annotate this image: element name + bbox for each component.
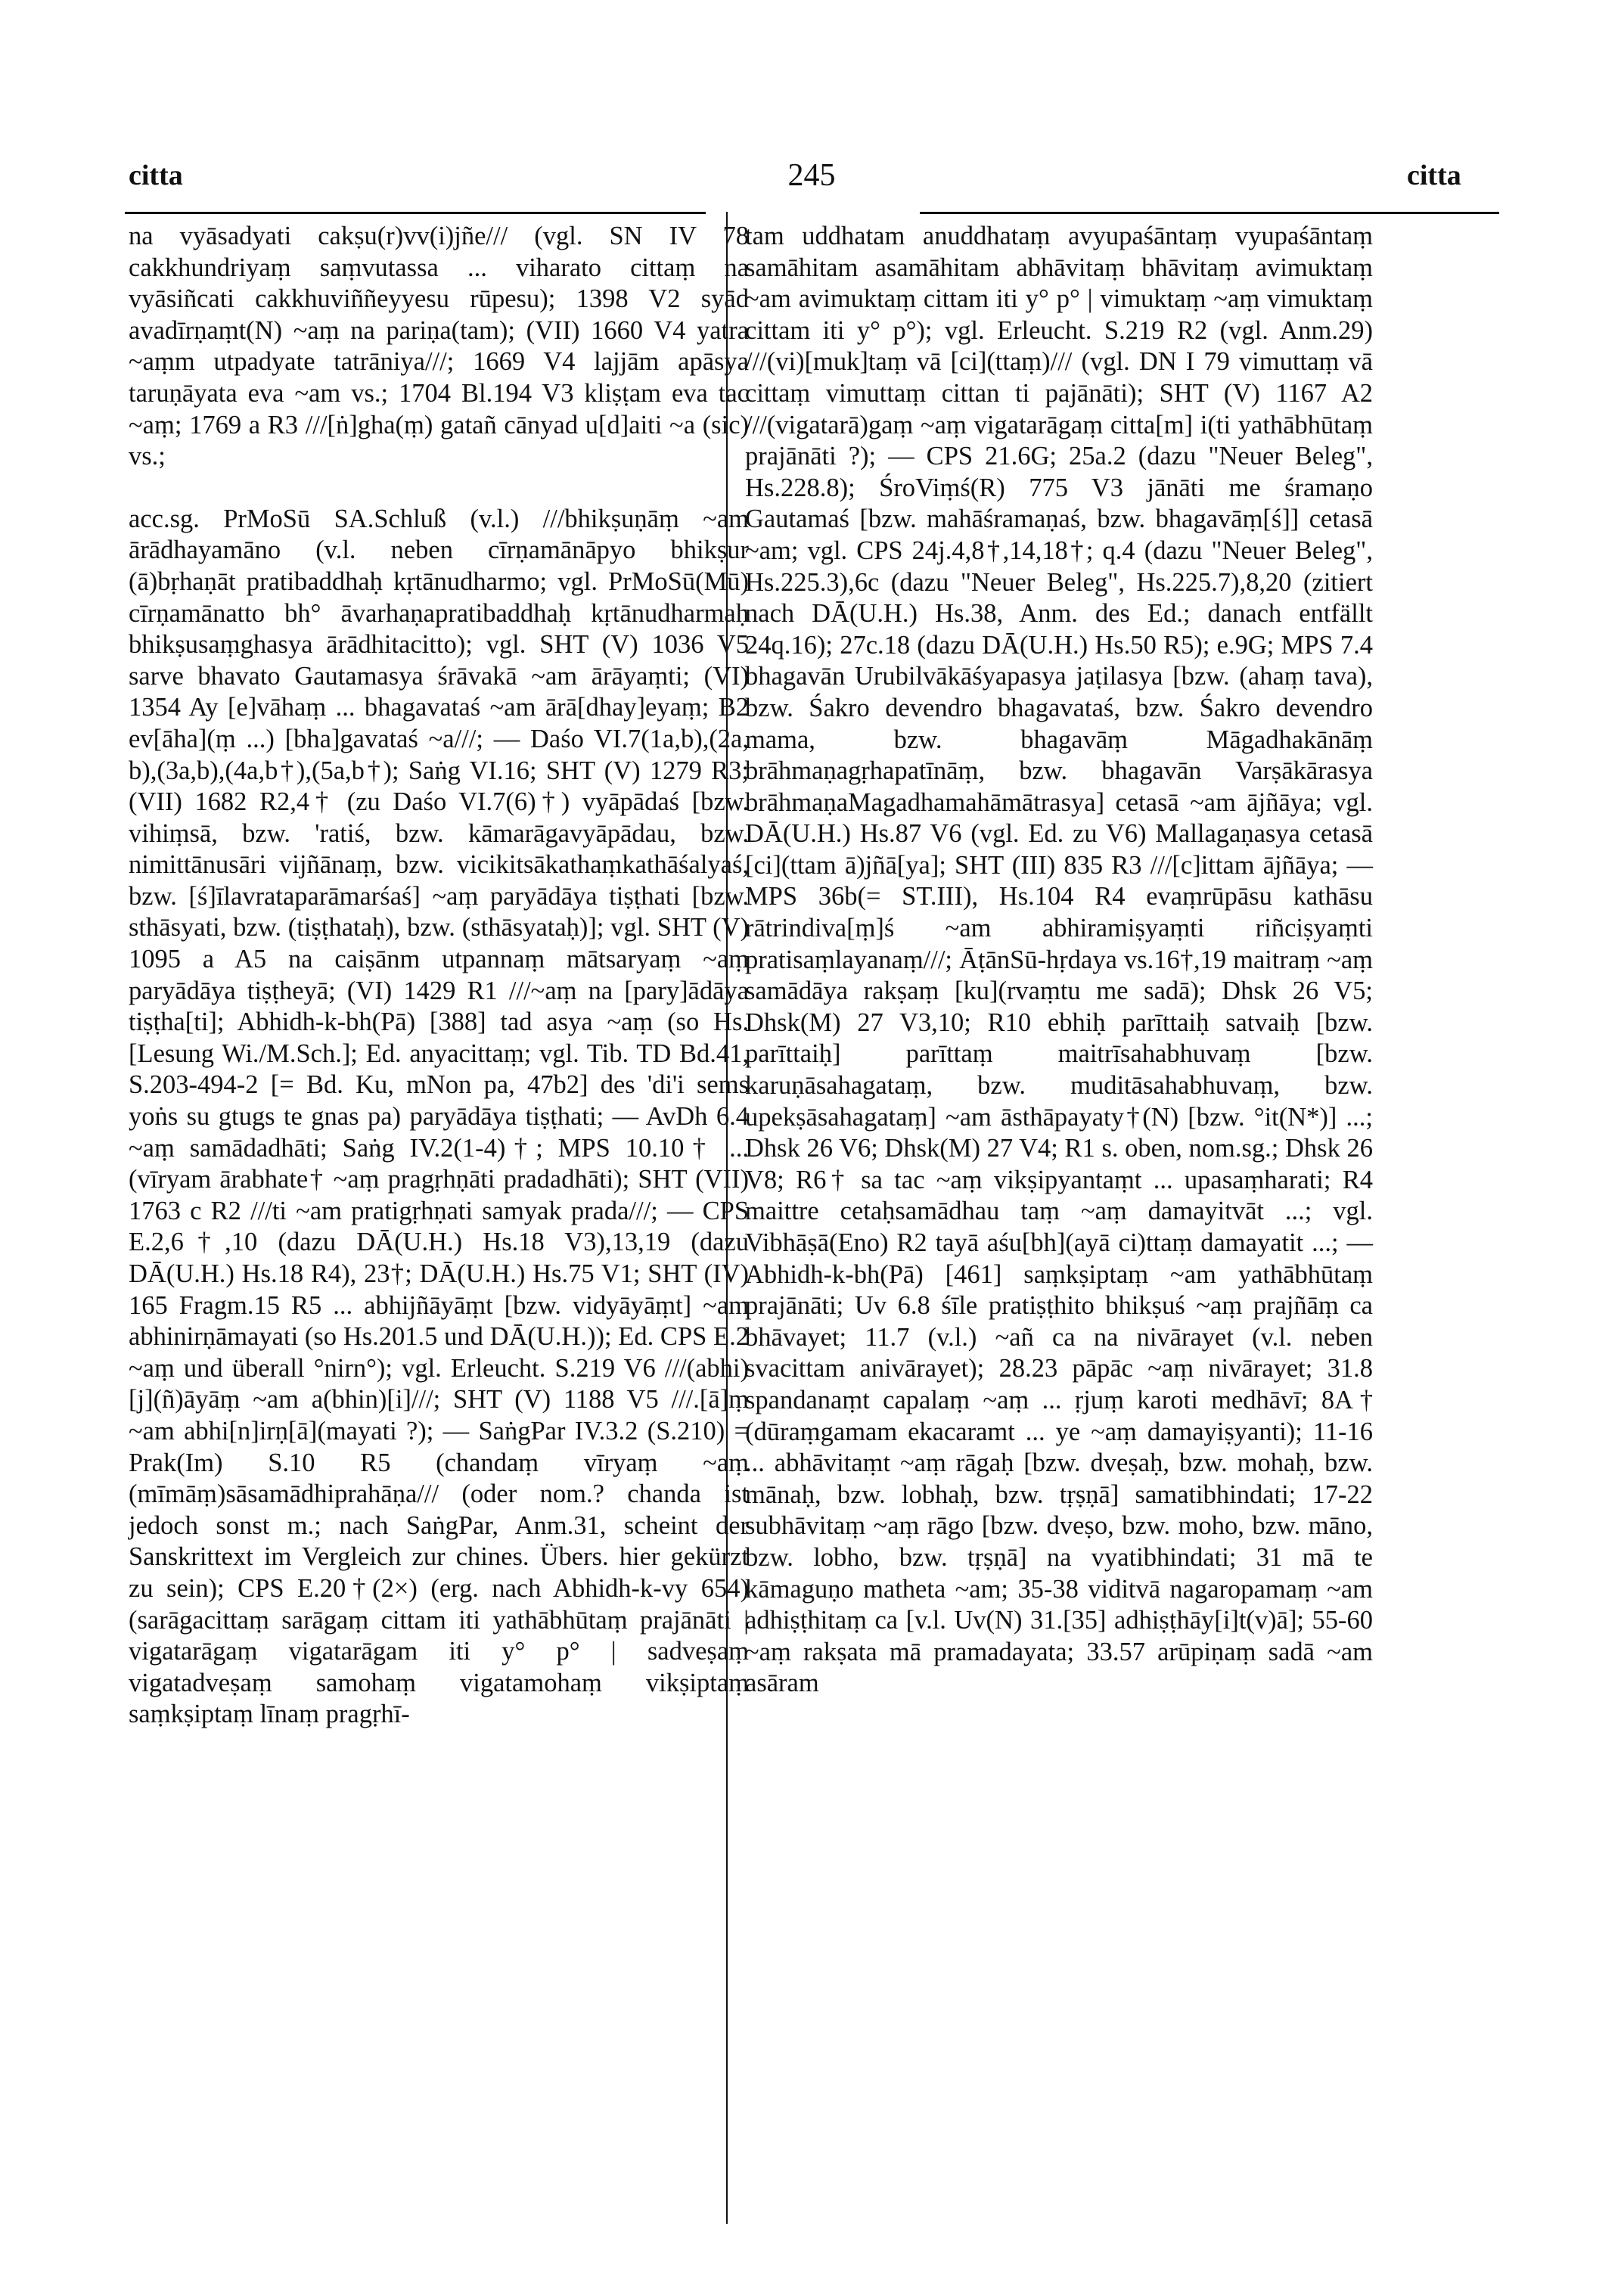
- header-rule-right: [920, 212, 1499, 214]
- paragraph-gap: [129, 473, 749, 504]
- page-header: [0, 159, 1624, 212]
- running-head-right: citta: [1407, 160, 1461, 191]
- left-column: [129, 221, 749, 1731]
- dictionary-entry-paragraph: na vyāsadyati cakṣu(r)vv(i)jñe/// (vgl. SN IV 78 cakkhundriyaṃ saṃvutassa ... viharato cittaṃ na vyāsiñcati cakkhuviññeyyesu rūpesu); 1398 V2 syād avadīrṇaṃt(N) ~aṃ na pariṇa(tam); (VII) 1660 V4 yatra ~aṃm utpadyate tatrāniya///; 1669 V4 lajjām apāsya taruṇāyata eva ~am vs.; 1704 Bl.194 V3 kliṣṭam eva tac ~aṃ; 1769 a R3 ///[ṅ]gha(ṃ) gatañ cānyad u[d]aiti ~a (sic) vs.;: [129, 222, 749, 471]
- header-rule-left: [125, 212, 706, 214]
- dictionary-entry-paragraph: acc.sg. PrMoSū SA.Schluß (v.l.) ///bhikṣuṇāṃ ~am ārādhayamāno (v.l. neben cīrṇamānāpyo bhikṣur (ā)bṛhaṇāt pratibaddhaḥ kṛtānudharmo; vgl. PrMoSū(Mū) cīrṇamānatto bh° āvarhaṇapratibaddhaḥ kṛtānudharmaḥ bhikṣusaṃghasya ārādhitacitto); vgl. SHT (V) 1036 V5 sarve bhavato Gautamasya śrāvakā ~am ārāyaṃti; (VI) 1354 Ay [e]vāhaṃ ... bhagavataś ~am ārā[dhay]eyaṃ; B2 ev[āha](ṃ ...) [bha]gavataś ~a///; — Daśo VI.7(1a,b),(2a, b),(3a,b),(4a,b†),(5a,b†); Saṅg VI.16; SHT (V) 1279 R3; (VII) 1682 R2,4† (zu Daśo VI.7(6)†) vyāpādaś [bzw. vihiṃsā, bzw. 'ratiś, bzw. kāmarāgavyāpādau, bzw. nimittānusāri vijñānaṃ, bzw. vicikitsākathaṃkathāśalyaś, bzw. [ś]īlavrataparāmarśaś] ~aṃ paryādāya tiṣṭhati [bzw. sthāsyati, bzw. (tiṣṭhataḥ), bzw. (sthāsyataḥ)]; vgl. SHT (V) 1095 a A5 na caiṣānm utpannaṃ mātsaryaṃ ~aṃ paryādāya tiṣṭheyā; (VI) 1429 R1 ///~aṃ na [pary]ādāya tiṣṭha[ti]; Abhidh-k-bh(Pā) [388] tad asya ~aṃ (so Hs. [Lesung Wi./M.Sch.]; Ed. anyacittaṃ; vgl. Tib. TD Bd.41, S.203-494-2 [= Bd. Ku, mNon pa, 47b2] des 'di'i sems yoṅs su gtugs te gnas pa) paryādāya tiṣṭhati; — AvDh 6.4 ~aṃ samādadhāti; Saṅg IV.2(1-4)†; MPS 10.10† ... (vīryam ārabhate† ~aṃ pragṛhṇāti pradadhāti); SHT (VII) 1763 c R2 ///ti ~am pratigṛhṇati samyak prada///; — CPS E.2,6†,10 (dazu DĀ(U.H.) Hs.18 V3),13,19 (dazu DĀ(U.H.) Hs.18 R4), 23†; DĀ(U.H.) Hs.75 V1; SHT (IV) 165 Fragm.15 R5 ... abhijñāyāṃt [bzw. vidyāyāṃt] ~am abhinirṇāmayati (so Hs.201.5 und DĀ(U.H.)); Ed. CPS E.2 ~aṃ und überall °nirn°); vgl. Erleucht. S.219 V6 ///(abhi)[j](ñ)āyāṃ ~am a(bhin)[i]///; SHT (V) 1188 V5 ///.[ā]ṃ ~am abhi[n]irṇ[ā](mayati ?); — SaṅgPar IV.3.2 (S.210) = Prak(Im) S.10 R5 (chandaṃ vīryaṃ ~aṃ (mīmāṃ)sāsamādhiprahāṇa/// (oder nom.? chanda ist jedoch sonst m.; nach SaṅgPar, Anm.31, scheint der Sanskrittext im Vergleich zur chines. Übers. hier gekürzt zu sein); CPS E.20†(2×) (erg. nach Abhidh-k-vy 654) (sarāgacittaṃ sarāgaṃ cittam iti yathābhūtaṃ prajānāti | vigatarāgaṃ vigatarāgam iti y° p° | sadveṣaṃ vigatadveṣaṃ samohaṃ vigatamohaṃ vikṣiptaṃ saṃkṣiptaṃ līnaṃ pragṛhī-: [129, 504, 749, 1729]
- page-number: 245: [787, 158, 836, 193]
- right-column: [745, 221, 1373, 1700]
- dictionary-entry-paragraph: tam uddhatam anuddhataṃ avyupaśāntaṃ vyupaśāntaṃ samāhitam asamāhitam abhāvitaṃ bhāvitaṃ avimuktaṃ ~am avimuktaṃ cittam iti y° p° | vimuktaṃ ~aṃ vimuktaṃ cittam iti y° p°); vgl. Erleucht. S.219 R2 (vgl. Anm.29) ///(vi)[muk]taṃ vā [ci](ttaṃ)/// (vgl. DN I 79 vimuttaṃ vā cittaṃ vimuttaṃ cittan ti pajānāti); SHT (V) 1167 A2 ///(vigatarā)gaṃ ~aṃ vigatarāgaṃ citta[m] i(ti yathābhūtaṃ prajānāti ?); — CPS 21.6G; 25a.2 (dazu "Neuer Beleg", Hs.228.8); ŚroViṃś(R) 775 V3 jānāti me śramaṇo Gautamaś [bzw. mahāśramaṇaś, bzw. bhagavāṃ[ś]] cetasā ~am; vgl. CPS 24j.4,8†,14,18†; q.4 (dazu "Neuer Beleg", Hs.225.3),6c (dazu "Neuer Beleg", Hs.225.7),8,20 (zitiert nach DĀ(U.H.) Hs.38, Anm. des Ed.; danach entfällt 24q.16); 27c.18 (dazu DĀ(U.H.) Hs.50 R5); e.9G; MPS 7.4 bhagavān Urubilvākāśyapasya jaṭilasya [bzw. (ahaṃ tava), bzw. Śakro devendro bhagavataś, bzw. Śakro devendro mama, bzw. bhagavāṃ Māgadhakānāṃ brāhmaṇagṛhapatīnāṃ, bzw. bhagavān Varṣākārasya brāhmaṇaMagadhamahāmātrasya] cetasā ~am ājñāya; vgl. DĀ(U.H.) Hs.87 V6 (vgl. Ed. zu V6) Mallagaṇasya cetasā [ci](ttam ā)jñā[ya]; SHT (III) 835 R3 ///[c]ittam ājñāya; — MPS 36b(= ST.III), Hs.104 R4 evaṃrūpāsu kathāsu rātrindiva[ṃ]ś ~am abhiramiṣyaṃti riñciṣyaṃti pratisaṃlayanaṃ///; ĀṭānSū-hṛdaya vs.16†,19 maitraṃ ~aṃ samādāya rakṣaṃ [ku](rvaṃtu me sadā); Dhsk 26 V5; Dhsk(M) 27 V3,10; R10 ebhiḥ parīttaiḥ satvaiḥ [bzw. parīttaiḥ] parīttaṃ maitrīsahabhuvaṃ [bzw. karuṇāsahagataṃ, bzw. muditāsahabhuvaṃ, bzw. upekṣāsahagataṃ] ~am āsthāpayaty†(N) [bzw. °it(N*)] ...; Dhsk 26 V6; Dhsk(M) 27 V4; R1 s. oben, nom.sg.; Dhsk 26 V8; R6† sa tac ~aṃ vikṣipyantaṃt ... upasaṃharati; R4 maittre cetaḥsamādhau taṃ ~aṃ damayitvāt ...; vgl. Vibhāṣā(Eno) R2 tayā aśu[bh](ayā ci)ttaṃ damayatit ...; — Abhidh-k-bh(Pā) [461] saṃkṣiptaṃ ~am yathābhūtaṃ prajānāti; Uv 6.8 śīle pratiṣṭhito bhikṣuś ~aṃ prajñāṃ ca bhāvayet; 11.7 (v.l.) ~añ ca na nivārayet (v.l. neben svacittam anivārayet); 28.23 pāpāc ~aṃ nivārayet; 31.8 spandanaṃt capalaṃ ~aṃ ... ṛjuṃ karoti medhāvī; 8A† (dūraṃgamam ekacaramt ... ye ~aṃ damayiṣyanti); 11-16 ... abhāvitaṃt ~aṃ rāgaḥ [bzw. dveṣaḥ, bzw. mohaḥ, bzw. mānaḥ, bzw. lobhaḥ, bzw. tṛṣṇā] samatibhindati; 17-22 subhāvitaṃ ~aṃ rāgo [bzw. dveṣo, bzw. moho, bzw. māno, bzw. lobho, bzw. tṛṣṇā] na vyatibhindati; 31 mā te kāmaguṇo matheta ~am; 35-38 viditvā nagaropamaṃ ~am adhiṣṭhitaṃ ca [v.l. Uv(N) 31.[35] adhiṣṭhāy[i]t(v)ā]; 55-60 ~aṃ rakṣata mā pramadayata; 33.57 arūpiṇaṃ sadā ~am asāram: [745, 222, 1373, 1698]
- running-head-left: citta: [129, 160, 183, 191]
